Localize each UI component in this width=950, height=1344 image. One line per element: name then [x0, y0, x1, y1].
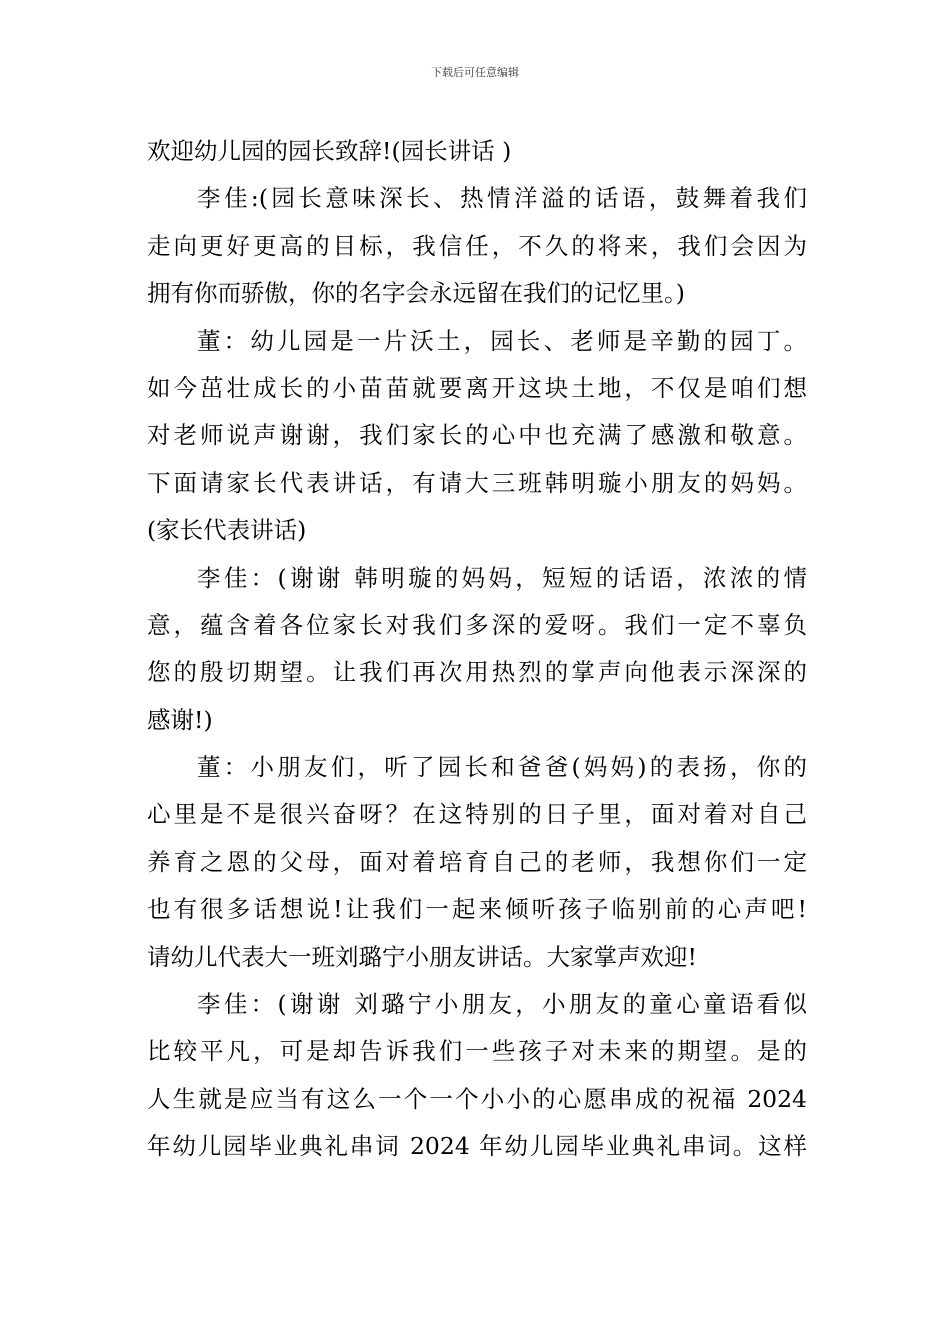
text-line: 李佳：(谢谢 刘璐宁小朋友，小朋友的童心童语看似	[197, 990, 807, 1019]
page-header: 下载后可任意编辑	[431, 66, 519, 79]
text-line: 也有很多话想说!让我们一起来倾听孩子临别前的心声吧!	[147, 895, 807, 924]
text-line: 年幼儿园毕业典礼串词 2024 年幼儿园毕业典礼串词。这样	[147, 1132, 807, 1161]
text-line: 比较平凡，可是却告诉我们一些孩子对未来的期望。是的	[147, 1037, 807, 1066]
text-line: 人生就是应当有这么一个一个小小的心愿串成的祝福 2024	[147, 1084, 807, 1113]
text-line: 董：幼儿园是一片沃土，园长、老师是辛勤的园丁。	[197, 326, 807, 355]
document-body	[147, 128, 807, 1171]
text-line: 请幼儿代表大一班刘璐宁小朋友讲话。大家掌声欢迎!	[147, 942, 697, 971]
text-line: 走向更好更高的目标，我信任，不久的将来，我们会因为	[147, 231, 807, 260]
text-line: 董：小朋友们，听了园长和爸爸(妈妈)的表扬，你的	[197, 753, 807, 782]
text-line: 心里是不是很兴奋呀？在这特别的日子里，面对着对自己	[147, 800, 807, 829]
text-line: 您的殷切期望。让我们再次用热烈的掌声向他表示深深的	[147, 658, 807, 687]
text-line: 感谢!)	[147, 705, 213, 734]
text-line: 养育之恩的父母，面对着培育自己的老师，我想你们一定	[147, 847, 807, 876]
text-line: 下面请家长代表讲话，有请大三班韩明璇小朋友的妈妈。	[147, 468, 807, 497]
text-line: 欢迎幼儿园的园长致辞!(园长讲话 )	[147, 137, 512, 165]
text-line: 拥有你而骄傲，你的名字会永远留在我们的记忆里。)	[147, 279, 685, 308]
text-line: 对老师说声谢谢，我们家长的心中也充满了感激和敬意。	[147, 421, 807, 450]
text-line: 李佳:(园长意味深长、热情洋溢的话语，鼓舞着我们	[197, 184, 807, 213]
text-line: 李佳：(谢谢 韩明璇的妈妈，短短的话语，浓浓的情	[197, 563, 807, 592]
text-line: (家长代表讲话)	[147, 516, 307, 545]
text-line: 意，蕴含着各位家长对我们多深的爱呀。我们一定不辜负	[147, 610, 807, 639]
text-line: 如今茁壮成长的小苗苗就要离开这块土地，不仅是咱们想	[147, 373, 807, 402]
